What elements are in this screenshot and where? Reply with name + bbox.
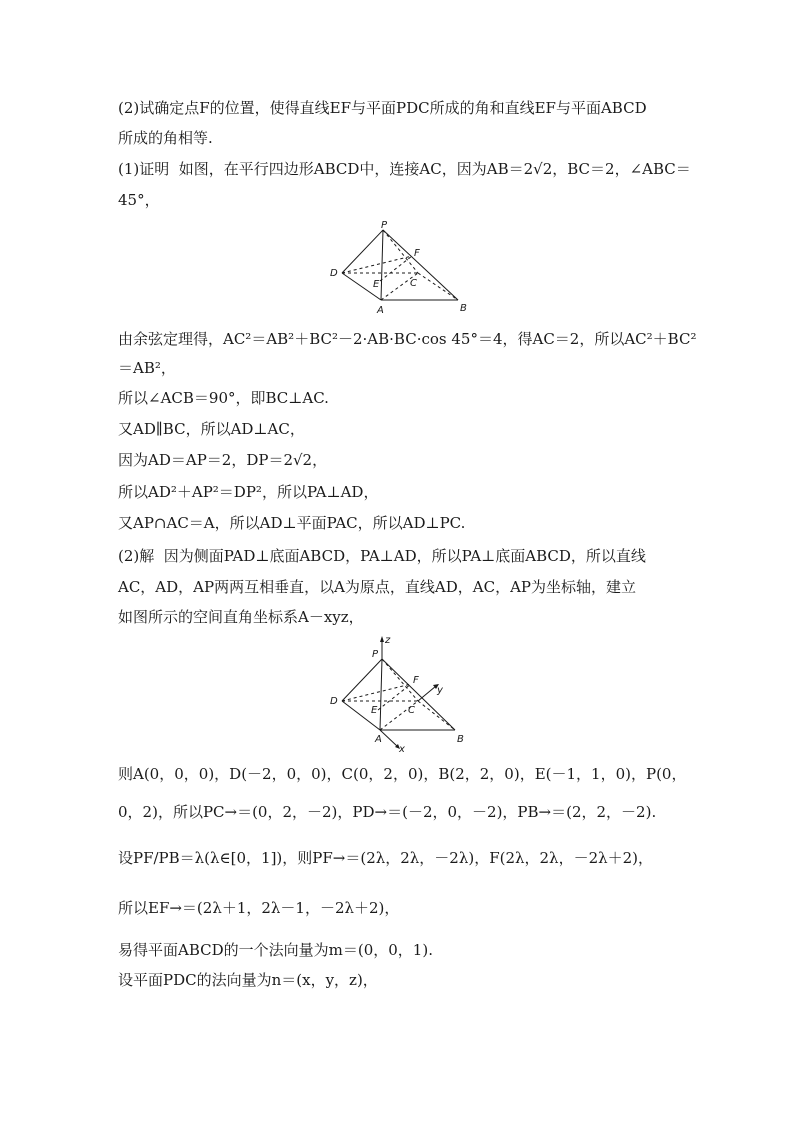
label-a: A: [377, 305, 384, 316]
proof-1-text: 如图，在平行四边形ABCD中，连接AC，因为AB＝2√2，BC＝2，∠ABC＝: [178, 160, 691, 178]
question-2-line2: 所成的角相等.: [118, 129, 213, 147]
proof-1-line4: ＝AB²，: [118, 359, 176, 377]
solution-2-text: 因为侧面PAD⊥底面ABCD，PA⊥AD，所以PA⊥底面ABCD，所以直线: [163, 547, 646, 565]
solution-2-vector-ef: 所以EF→＝(2λ＋1，2λ－1，－2λ＋2)，: [118, 899, 400, 917]
label-f: F: [413, 675, 419, 686]
label-c: C: [410, 278, 417, 289]
edge-df-hidden: [342, 256, 412, 273]
edge-pc-hidden: [383, 230, 418, 273]
solution-2-normal-pdc: 设平面PDC的法向量为n＝(x，y，z)，: [118, 971, 378, 989]
proof-1-line7: 因为AD＝AP＝2，DP＝2√2，: [118, 451, 328, 469]
label-e: E: [373, 279, 380, 290]
edge-pb: [382, 659, 455, 730]
solution-2-set-ratio: 设PF/PB＝λ(λ∈[0，1])，则PF→＝(2λ，2λ，－2λ)，F(2λ，2λ，－2λ＋2)，: [118, 849, 654, 867]
label-a: A: [375, 734, 382, 745]
proof-1-tag: (1)证明: [118, 160, 170, 178]
label-p: P: [381, 220, 388, 231]
label-e: E: [371, 705, 378, 716]
solution-2-normal-abcd: 易得平面ABCD的一个法向量为m＝(0，0，1).: [118, 941, 433, 959]
label-b: B: [460, 303, 467, 314]
edge-dp: [342, 230, 383, 273]
solution-2-coords-line2: 0，2)，所以PC→＝(0，2，－2)，PD→＝(－2，0，－2)，PB→＝(2，2，－2).: [118, 803, 657, 821]
proof-1-line8: 所以AD²＋AP²＝DP²，所以PA⊥AD，: [118, 483, 379, 501]
edge-cb-hidden: [418, 273, 458, 300]
axis-x: [380, 730, 398, 747]
edge-dp: [342, 659, 382, 701]
question-2-line1: (2)试确定点F的位置，使得直线EF与平面PDC所成的角和直线EF与平面ABCD: [118, 99, 647, 117]
label-x: x: [399, 744, 405, 754]
solution-2-line3: 如图所示的空间直角坐标系A－xyz，: [118, 608, 364, 626]
label-f: F: [414, 248, 420, 259]
proof-1-intro: [118, 159, 691, 179]
label-b: B: [457, 734, 464, 745]
solution-2-coords-line1: 则A(0，0，0)，D(－2，0，0)，C(0，2，0)，B(2，2，0)，E(－1，1，0)，P(0，: [118, 765, 687, 783]
axis-y: [418, 686, 436, 701]
pyramid-figure-2: [320, 630, 480, 754]
edge-cb-hidden: [418, 701, 455, 730]
proof-1-line3: 由余弦定理得，AC²＝AB²＋BC²－2·AB·BC·cos 45°＝4，得AC＝2，所以AC²＋BC²: [118, 330, 697, 348]
label-d: D: [330, 696, 338, 707]
label-p: P: [372, 649, 379, 660]
edge-pa: [381, 230, 383, 300]
proof-1-line5: 所以∠ACB＝90°，即BC⊥AC.: [118, 389, 329, 407]
edge-df-hidden: [342, 684, 411, 701]
solution-2-line2: AC，AD，AP两两互相垂直，以A为原点，直线AD，AC，AP为坐标轴，建立: [118, 578, 637, 596]
proof-1-line9: 又AP∩AC＝A，所以AD⊥平面PAC，所以AD⊥PC.: [118, 514, 466, 532]
label-z: z: [385, 635, 391, 646]
axis-z-arrow-icon: [380, 636, 384, 642]
solution-2-tag: (2)解: [118, 547, 155, 565]
edge-pb: [383, 230, 458, 300]
proof-1-line2: 45°，: [118, 191, 160, 209]
edge-pa: [380, 659, 382, 730]
solution-2-intro: [118, 546, 646, 566]
label-c: C: [408, 705, 415, 716]
label-d: D: [330, 268, 338, 279]
label-y: y: [437, 685, 443, 696]
proof-1-line6: 又AD∥BC，所以AD⊥AC，: [118, 420, 305, 438]
pyramid-figure-1: [320, 218, 480, 318]
